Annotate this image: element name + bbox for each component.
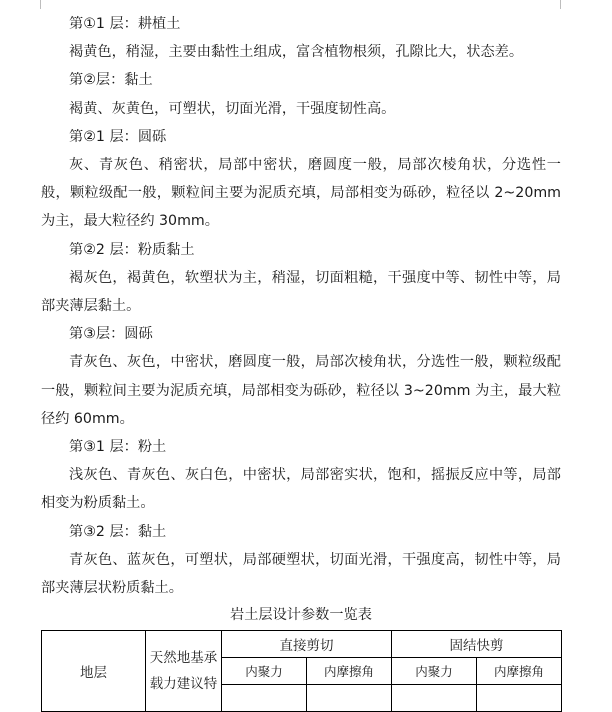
layer-description: 褐灰色，褐黄色，软塑状为主，稍湿，切面粗糙，干强度中等、韧性中等，局部夹薄层黏土。 [41, 269, 561, 315]
table-caption: 岩土层设计参数一览表 [230, 607, 372, 623]
table-header-row [42, 631, 562, 658]
layer-heading: 第①1 层：耕植土 [69, 16, 181, 32]
layer-description: 褐黄色，稍湿，主要由黏性土组成，富含植物根须，孔隙比大，状态差。 [69, 44, 524, 61]
header-consolidated-quick-shear: 固结快剪 [392, 631, 562, 658]
parameter-table [41, 630, 562, 712]
crop-mark-top-left [22, 0, 41, 9]
layer-description: 青灰色、灰色，中密状，磨圆度一般，局部次棱角状，分选性一般，颗粒级配一般，颗粒间主要为泥质充填，局部相变为砾砂，粒径以 3~20mm 为主，最大粒径约 60mm。 [41, 354, 561, 427]
layer-heading: 第②层：黏土 [69, 72, 153, 89]
table-cell [392, 685, 477, 712]
header-layer: 地层 [42, 631, 146, 712]
layer-description: 褐黄、灰黄色，可塑状，切面光滑，干强度韧性高。 [69, 100, 396, 117]
layer-heading: 第②1 层：圆砾 [69, 128, 167, 145]
header-cohesion: 内聚力 [392, 658, 477, 685]
layer-heading: 第③层：圆砾 [69, 326, 153, 343]
header-friction-angle: 内摩擦角 [307, 658, 392, 685]
header-cohesion: 内聚力 [222, 658, 307, 685]
table-cell [477, 685, 562, 712]
header-friction-angle: 内摩擦角 [477, 658, 562, 685]
crop-mark-top-right [560, 0, 579, 9]
document-body [41, 10, 561, 602]
header-direct-shear: 直接剪切 [222, 631, 392, 658]
layer-description: 浅灰色、青灰色、灰白色，中密状，局部密实状，饱和，摇振反应中等，局部相变为粉质黏土。 [41, 467, 561, 512]
layer-description: 青灰色、蓝灰色，可塑状，局部硬塑状，切面光滑，干强度高，韧性中等，局部夹薄层状粉质黏土。 [41, 551, 561, 597]
layer-description: 灰、青灰色、稍密状，局部中密状，磨圆度一般，局部次棱角状，分选性一般，颗粒级配一般，颗粒间主要为泥质充填，局部相变为砾砂，粒径以 2~20mm 为主，最大粒径约 30mm。 [41, 157, 561, 230]
header-bearing-capacity: 天然地基承载力建议特 [146, 631, 222, 712]
layer-heading: 第②2 层：粉质黏土 [69, 241, 195, 258]
table-cell [307, 685, 392, 712]
layer-heading: 第③1 层：粉土 [69, 439, 167, 456]
layer-heading: 第③2 层：黏土 [69, 523, 167, 540]
table-cell [222, 685, 307, 712]
